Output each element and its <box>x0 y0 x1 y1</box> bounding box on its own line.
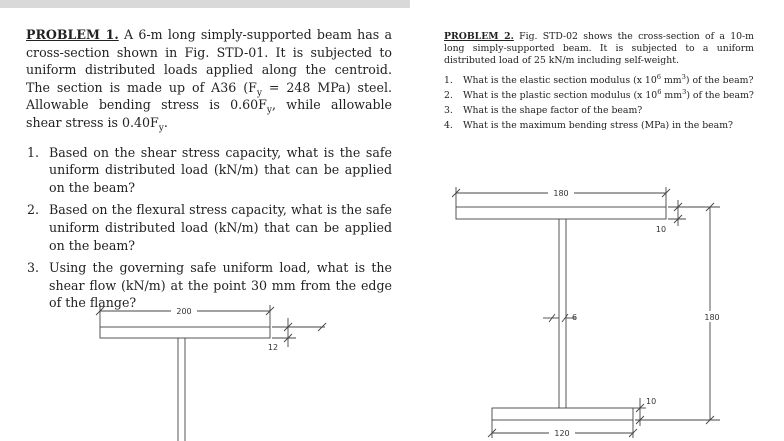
problem-2-question: 2. What is the plastic section modulus (x $10^6$ $mm^3$) of the beam? <box>444 88 754 102</box>
problem-2-question: 3. What is the shape factor of the beam? <box>444 104 643 116</box>
problem-1-question: 2. Based on the flexural stress capacity, what is the safe uniform distributed load (kN/m) that can be applied on the beam? <box>27 202 392 253</box>
problem-2-question: 4. What is the maximum bending stress (MPa) in the beam? <box>444 119 734 131</box>
problem-1-question: 3. Using the governing safe uniform load, what is the shear flow (kN/m) at the point 30 mm from the edge of the flange? <box>27 260 392 311</box>
problem-1-statement: PROBLEM 1. A 6-m long simply-supported beam has a cross-section shown in Fig. STD-01. It is subjected to uniform distributed loads applied along the centroid. The section is made up of A36 ($F_y = 248$ MPa) steel. Allowable bending stress is $0.60F_y$, while allowable shear stress is $0.40F_y$. <box>26 27 393 134</box>
fig2-top-width-label: 180 <box>553 189 569 198</box>
fig2-depth-label: 180 <box>704 313 720 322</box>
fig2-top-flange <box>456 207 666 219</box>
problem-2-question: 1. What is the elastic section modulus (x $10^6$ $mm^3$) of the beam? <box>444 73 754 87</box>
fig2-bottom-flange <box>492 408 633 420</box>
problem-1-title: PROBLEM 1. <box>26 27 119 42</box>
fig2-top-thickness-label: 10 <box>655 225 667 234</box>
fig2-bottom-thickness-label: 10 <box>646 397 657 406</box>
problem-2-statement: PROBLEM 2. Fig. STD-02 shows the cross-section of a 10-m long simply-supported beam. It is subjected to a uniform distributed load of 25 kN/m including self-weight. <box>444 31 754 66</box>
fig2-bottom-width-label: 120 <box>554 429 570 438</box>
problem-2-title: PROBLEM 2. <box>444 31 514 42</box>
fig1-thickness-label: 12 <box>267 343 279 352</box>
problem-1-question: 1. Based on the shear stress capacity, what is the safe uniform distributed load (kN/m) that can be applied on the beam? <box>27 144 392 195</box>
fig2-web-thickness-label: 6 <box>572 313 578 322</box>
fig1-width-label: 200 <box>176 307 192 316</box>
